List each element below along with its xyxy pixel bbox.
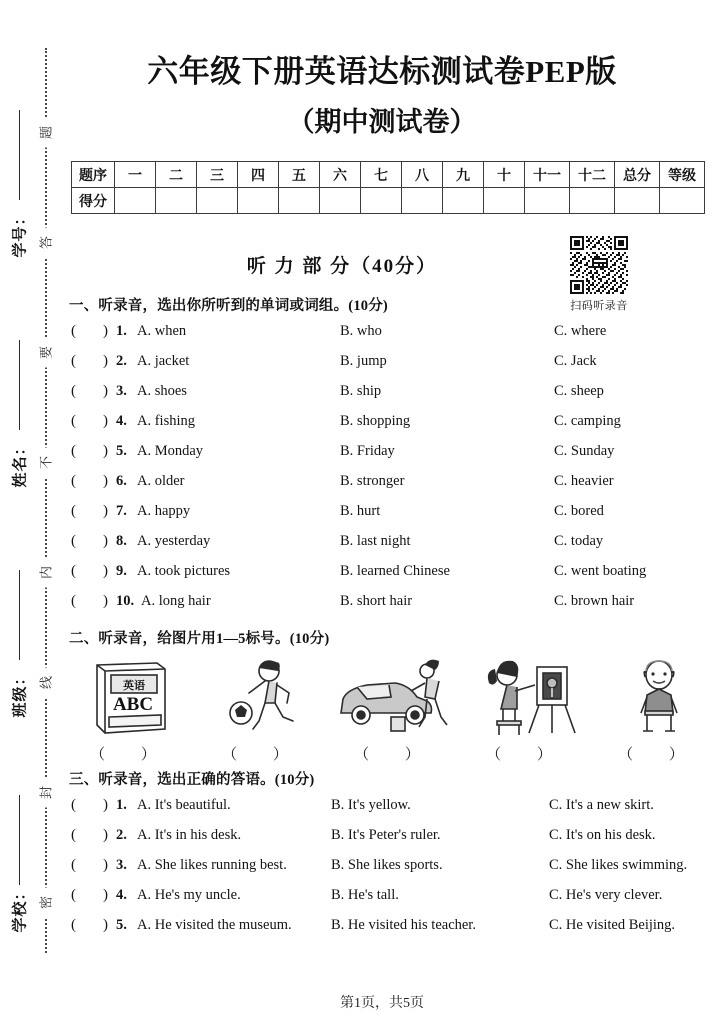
option-a[interactable]: A. shoes (137, 383, 187, 399)
score-table-header-cell: 一 (115, 162, 156, 188)
score-input-cell[interactable] (615, 188, 660, 214)
sealing-line-strip (0, 0, 62, 1024)
question-number: 2. (116, 353, 127, 369)
option-c[interactable]: C. today (554, 533, 604, 549)
section-2-heading: 二、听录音，给图片用1—5标号。(10分) (69, 631, 330, 647)
option-b[interactable]: B. He's tall. (331, 887, 399, 903)
option-a[interactable]: A. fishing (137, 413, 195, 429)
option-a[interactable]: A. It's beautiful. (137, 797, 231, 813)
washing-car-picture (333, 655, 457, 743)
seal-char: 不 (33, 448, 58, 478)
sealing-line-characters (30, 60, 60, 950)
question-number: 9. (116, 563, 127, 579)
old-man-sitting-picture (597, 655, 721, 743)
svg-text:英语: 英语 (123, 680, 145, 692)
score-input-cell[interactable] (279, 188, 320, 214)
option-c[interactable]: C. She likes swimming. (549, 857, 688, 873)
option-b[interactable]: B. It's yellow. (331, 797, 411, 813)
question-row: ( ) 9. A. took pictures B. learned Chinese C. went boating (71, 563, 647, 579)
seal-char: 内 (33, 558, 58, 588)
question-number: 8. (116, 533, 127, 549)
question-number: 5. (116, 443, 127, 459)
option-c[interactable]: C. went boating (554, 563, 647, 579)
option-c[interactable]: C. brown hair (554, 593, 635, 609)
option-b[interactable]: B. ship (340, 383, 382, 399)
score-input-cell[interactable] (320, 188, 361, 214)
option-c[interactable]: C. Jack (554, 353, 597, 369)
option-a[interactable]: A. happy (137, 503, 191, 519)
question-number: 1. (116, 323, 127, 339)
question-number: 3. (116, 857, 127, 873)
question-row: ( ) 2. A. jacket B. jump C. Jack (71, 353, 597, 369)
picture-item (69, 655, 193, 775)
option-a[interactable]: A. It's in his desk. (137, 827, 242, 843)
option-b[interactable]: B. shopping (340, 413, 411, 429)
score-table-header-cell: 总分 (615, 162, 660, 188)
question-row: ( ) 1. A. when B. who C. where (71, 323, 607, 339)
class-rule (19, 570, 20, 660)
score-input-cell[interactable] (115, 188, 156, 214)
table-row (72, 162, 705, 188)
picture-item (201, 655, 325, 775)
option-c[interactable]: C. Sunday (554, 443, 615, 459)
option-b[interactable]: B. learned Chinese (340, 563, 450, 579)
seal-char: 题 (33, 118, 58, 148)
option-c[interactable]: C. He's very clever. (549, 887, 663, 903)
score-table (71, 161, 705, 214)
page-subtitle: （期中测试卷） (287, 107, 477, 137)
question-row: ( ) 5. A. He visited the museum. B. He visited his teacher. C. He visited Beijing. (71, 917, 676, 933)
option-b[interactable]: B. stronger (340, 473, 405, 489)
option-a[interactable]: A. jacket (137, 353, 190, 369)
score-table-header-cell: 三 (197, 162, 238, 188)
option-b[interactable]: B. She likes sports. (331, 857, 443, 873)
picture-answer-bracket[interactable]: （ ） (618, 747, 700, 763)
score-table-row-label: 得分 (72, 188, 115, 214)
student-id-label: 学号： (12, 209, 29, 258)
question-number: 4. (116, 413, 127, 429)
seal-char: 线 (33, 668, 58, 698)
option-c[interactable]: C. where (554, 323, 607, 339)
score-table-header-cell: 九 (443, 162, 484, 188)
option-c[interactable]: C. camping (554, 413, 621, 429)
picture-row (69, 655, 719, 775)
question-row: ( ) 10. A. long hair B. short hair C. brown hair (71, 593, 635, 609)
option-c[interactable]: C. He visited Beijing. (549, 917, 676, 933)
table-row (72, 188, 705, 214)
question-number: 4. (116, 887, 127, 903)
option-c[interactable]: C. sheep (554, 383, 604, 399)
school-rule (19, 795, 20, 885)
question-number: 1. (116, 797, 127, 813)
exam-page (62, 0, 724, 1024)
option-a[interactable]: A. when (137, 323, 187, 339)
option-b[interactable]: B. hurt (340, 503, 381, 519)
student-id-rule (19, 110, 20, 200)
score-table-header-cell: 十 (484, 162, 525, 188)
question-row: ( ) 7. A. happy B. hurt C. bored (71, 503, 604, 519)
score-table-row-label: 题序 (72, 162, 115, 188)
option-a[interactable]: A. older (137, 473, 185, 489)
option-a[interactable]: A. took pictures (137, 563, 231, 579)
score-input-cell[interactable] (197, 188, 238, 214)
score-input-cell[interactable] (443, 188, 484, 214)
score-table-header-cell: 七 (361, 162, 402, 188)
option-b[interactable]: B. jump (340, 353, 387, 369)
question-row: ( ) 3. A. She likes running best. B. She likes sports. C. She likes swimming. (71, 857, 688, 873)
picture-answer-bracket[interactable]: （ ） (90, 747, 172, 763)
page-title: 六年级下册英语达标测试卷PEP版 (147, 54, 617, 89)
seal-char: 要 (33, 338, 58, 368)
seal-char: 密 (33, 888, 58, 918)
picture-item (333, 655, 457, 775)
option-a[interactable]: A. He visited the museum. (137, 917, 292, 933)
seal-char: 答 (33, 228, 58, 258)
question-row: ( ) 4. A. He's my uncle. B. He's tall. C. He's very clever. (71, 887, 663, 903)
student-name-rule (19, 340, 20, 430)
question-number: 5. (116, 917, 127, 933)
picture-item (465, 655, 589, 775)
option-c[interactable]: C. It's a new skirt. (549, 797, 654, 813)
option-a[interactable]: A. He's my uncle. (137, 887, 241, 903)
option-b[interactable]: B. who (340, 323, 382, 339)
score-table-header-cell: 八 (402, 162, 443, 188)
question-row: ( ) 4. A. fishing B. shopping C. camping (71, 413, 621, 429)
boy-playing-soccer-picture (201, 655, 325, 743)
score-table-header-cell: 四 (238, 162, 279, 188)
option-b[interactable]: B. last night (340, 533, 411, 549)
question-number: 6. (116, 473, 127, 489)
score-input-cell[interactable] (402, 188, 443, 214)
question-row: ( ) 6. A. older B. stronger C. heavier (71, 473, 614, 489)
score-input-cell[interactable] (238, 188, 279, 214)
seal-char: 封 (33, 778, 58, 808)
option-a[interactable]: A. long hair (141, 593, 211, 609)
option-a[interactable]: A. She likes running best. (137, 857, 287, 873)
score-table-header-cell: 二 (156, 162, 197, 188)
score-table-header-cell: 等级 (660, 162, 705, 188)
student-name-label: 姓名： (12, 439, 29, 488)
option-b[interactable]: B. It's Peter's ruler. (331, 827, 441, 843)
question-row: ( ) 8. A. yesterday B. last night C. today (71, 533, 604, 549)
question-number: 3. (116, 383, 127, 399)
section-1-heading: 一、听录音，选出你所听到的单词或词组。(10分) (69, 298, 388, 314)
score-input-cell[interactable] (570, 188, 615, 214)
question-row: ( ) 2. A. It's in his desk. B. It's Peter's ruler. C. It's on his desk. (71, 827, 656, 843)
question-number: 7. (116, 503, 127, 519)
option-a[interactable]: A. yesterday (137, 533, 211, 549)
qr-code-icon[interactable] (570, 236, 628, 294)
question-number: 2. (116, 827, 127, 843)
school-label: 学校： (12, 884, 29, 933)
qr-code-block (544, 236, 654, 313)
option-b[interactable]: B. short hair (340, 593, 413, 609)
section-3-heading: 三、听录音，选出正确的答语。(10分) (69, 772, 315, 788)
question-row: ( ) 5. A. Monday B. Friday C. Sunday (71, 443, 615, 459)
option-b[interactable]: B. Friday (340, 443, 395, 459)
question-row: ( ) 3. A. shoes B. ship C. sheep (71, 383, 604, 399)
question-number: 10. (116, 593, 135, 609)
class-label: 班级： (12, 669, 29, 718)
picture-item (597, 655, 721, 775)
score-table-header-cell: 五 (279, 162, 320, 188)
picture-answer-bracket[interactable]: （ ） (486, 747, 568, 763)
option-c[interactable]: C. heavier (554, 473, 614, 489)
score-table-header-cell: 六 (320, 162, 361, 188)
option-b[interactable]: B. He visited his teacher. (331, 917, 476, 933)
english-book-picture (69, 655, 193, 743)
question-row: ( ) 1. A. It's beautiful. B. It's yellow. C. It's a new skirt. (71, 797, 654, 813)
page-footer: 第1页，共5页 (340, 996, 424, 1011)
option-c[interactable]: C. It's on his desk. (549, 827, 656, 843)
score-table-header-cell: 十二 (570, 162, 615, 188)
score-input-cell[interactable] (156, 188, 197, 214)
svg-text:ABC: ABC (112, 694, 154, 715)
qr-code-caption: 扫码听录音 (570, 300, 628, 312)
picture-answer-bracket[interactable]: （ ） (222, 747, 304, 763)
girl-painting-picture (465, 655, 589, 743)
score-input-cell[interactable] (361, 188, 402, 214)
score-table-header-cell: 十一 (525, 162, 570, 188)
score-input-cell[interactable] (525, 188, 570, 214)
option-c[interactable]: C. bored (554, 503, 604, 519)
option-a[interactable]: A. Monday (137, 443, 204, 459)
picture-answer-bracket[interactable]: （ ） (354, 747, 436, 763)
score-input-cell[interactable] (484, 188, 525, 214)
score-input-cell[interactable] (660, 188, 705, 214)
listening-part-heading: 听 力 部 分（40分） (246, 256, 438, 277)
